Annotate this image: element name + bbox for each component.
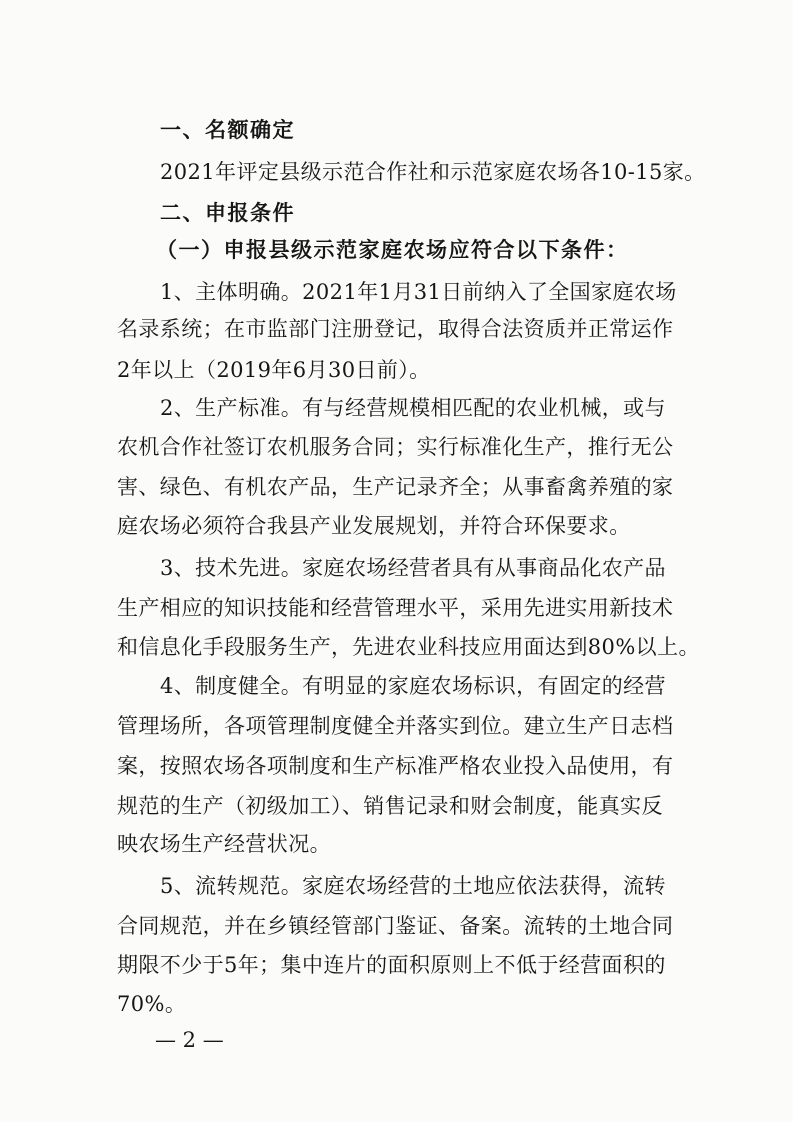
paragraph-line: 案，按照农场各项制度和生产标准严格农业投入品使用，有 — [117, 754, 674, 778]
paragraph-line: 生产相应的知识技能和经营管理水平，采用先进实用新技术 — [117, 596, 674, 620]
paragraph-line: 2年以上（2019年6月30日前）。 — [117, 358, 431, 382]
paragraph-line: 名录系统；在市监部门注册登记，取得合法资质并正常运作 — [117, 317, 674, 341]
paragraph-line: 映农场生产经营状况。 — [117, 832, 331, 856]
paragraph-line: 4、制度健全。有明显的家庭农场标识，有固定的经营 — [160, 674, 666, 698]
paragraph-line: 2021年评定县级示范合作社和示范家庭农场各10-15家。 — [160, 160, 706, 184]
paragraph-line: 1、主体明确。2021年1月31日前纳入了全国家庭农场 — [160, 280, 677, 304]
paragraph-line: 2、生产标准。有与经营规模相匹配的农业机械，或与 — [160, 396, 666, 420]
paragraph-line: 5、流转规范。家庭农场经营的土地应依法获得，流转 — [160, 874, 666, 898]
paragraph-line: 70%。 — [117, 992, 187, 1016]
paragraph-line: 管理场所，各项管理制度健全并落实到位。建立生产日志档 — [117, 714, 674, 738]
paragraph-line: 合同规范，并在乡镇经管部门鉴证、备案。流转的土地合同 — [117, 914, 674, 938]
paragraph-line: 规范的生产（初级加工）、销售记录和财会制度，能真实反 — [117, 794, 663, 818]
subsection-heading-family-farm: （一）申报县级示范家庭农场应符合以下条件： — [156, 238, 629, 262]
paragraph-line: 3、技术先进。家庭农场经营者具有从事商品化农产品 — [160, 556, 666, 580]
section-heading-quota: 一、名额确定 — [160, 118, 295, 142]
paragraph-line: 害、绿色、有机农产品，生产记录齐全；从事畜禽养殖的家 — [117, 475, 674, 499]
paragraph-line: 庭农场必须符合我县产业发展规划，并符合环保要求。 — [117, 514, 631, 538]
page-number: — 2 — — [155, 1028, 224, 1052]
paragraph-line: 期限不少于5年；集中连片的面积原则上不低于经营面积的 — [117, 953, 666, 977]
paragraph-line: 农机合作社签订农机服务合同；实行标准化生产，推行无公 — [117, 435, 674, 459]
section-heading-conditions: 二、申报条件 — [160, 201, 295, 225]
paragraph-line: 和信息化手段服务生产，先进农业科技应用面达到80%以上。 — [117, 635, 700, 659]
